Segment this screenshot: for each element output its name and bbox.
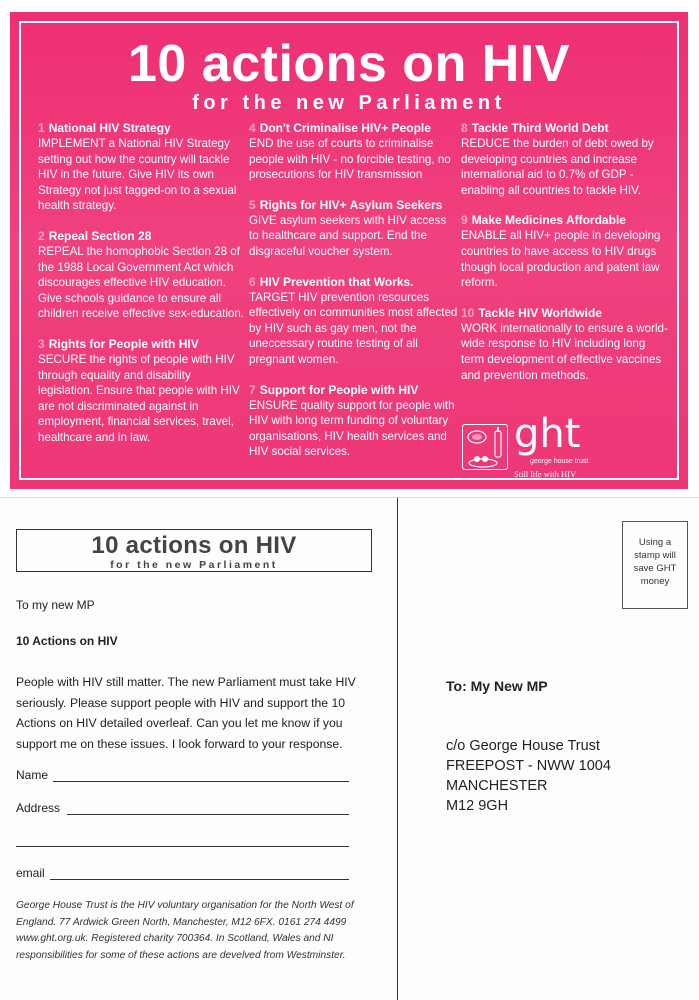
postcard-back [0, 497, 699, 1000]
address-line: M12 9GH [446, 798, 509, 814]
back-header-box [16, 529, 372, 572]
actions-column-2 [249, 120, 459, 474]
address-field[interactable] [67, 814, 349, 815]
message-body: People with HIV still matter. The new Parliament must take HIV seriously. Please support people with HIV and support the 10 Actions on HIV detailed overleaf. Can you let me know if you support me on these issues. I look forward to your response. [16, 675, 356, 751]
action-text: ENSURE quality support for people with HIV with long term funding of voluntary organisations, HIV health services and HIV social services. [249, 398, 455, 459]
action-number: 4 [249, 121, 256, 135]
action-item [249, 274, 459, 368]
email-field[interactable] [50, 879, 349, 880]
address-line: FREEPOST - NWW 1004 [446, 758, 611, 774]
action-number: 5 [249, 197, 256, 212]
action-text: TARGET HIV prevention resources effectively on communities most affected by HIV such as gay men, not the uneccessary routine testing of all pregnant women. [249, 290, 458, 366]
action-text: REPEAL the homophobic Section 28 of the 1988 Local Government Act which discourages effective HIV education. Give schools guidance to ensure all children receive effective sex-education. [38, 244, 245, 321]
action-item [461, 120, 671, 198]
stamp-box: Using a stamp will save GHT money [622, 521, 688, 609]
action-heading: Support for People with HIV [259, 382, 419, 397]
name-label: Name [16, 768, 49, 782]
action-item [461, 305, 671, 383]
action-text: REDUCE the burden of debt owed by developing countries and increase international aid to 0.7% of GDP - enabling all countries to tackle HIV. [461, 137, 654, 197]
logo-tagline: Still life with HIV [514, 469, 577, 479]
action-text: GIVE asylum seekers with HIV access to healthcare and support. End the disgraceful voucher system. [249, 213, 447, 258]
address-line: c/o George House Trust [446, 738, 600, 754]
actions-column-3 [461, 120, 671, 397]
front-subtitle: for the new Parliament [192, 92, 506, 114]
action-text: WORK internationally to ensure a world-wide response to HIV including long term development of effective vaccines and prevention methods. [461, 321, 668, 382]
charity-info: George House Trust is the HIV voluntary organisation for the North West of England. 77 Ardwick Green North, Manchester, M12 6FX. 0161 274 4499 www.ght.org.uk. Registered charity 700364. In Scotland, Wales and NI responsibilities for some of these actions are develved from Westminster. [16, 900, 354, 961]
address-field-line-2[interactable] [16, 846, 349, 847]
still-life-icon [462, 424, 508, 470]
action-number: 2 [38, 228, 45, 243]
action-item [38, 228, 248, 322]
action-heading: National HIV Strategy [48, 121, 171, 135]
action-heading: Repeal Section 28 [48, 228, 152, 243]
action-number: 3 [38, 336, 45, 351]
greeting: To my new MP [16, 598, 95, 612]
postcard-divider [397, 498, 398, 1000]
action-heading: Don't Criminalise HIV+ People [259, 121, 431, 135]
ght-logo [462, 411, 622, 482]
action-item [38, 336, 248, 446]
address-line: MANCHESTER [446, 778, 548, 794]
action-text: IMPLEMENT a National HIV Strategy setting out how the country will tackle HIV in the future. Give HIV its own Strategy not just tagged-on to a sexual health strategy. [38, 137, 237, 213]
action-heading: Rights for People with HIV [48, 336, 199, 351]
front-title: 10 actions on HIV [128, 35, 570, 93]
back-subtitle: for the new Parliament [110, 559, 278, 571]
message-heading: 10 Actions on HIV [16, 634, 118, 648]
action-text: END the use of courts to criminalise people with HIV - no forcible testing, no prosecutions for HIV transmission [249, 137, 451, 182]
action-number: 8 [461, 121, 468, 135]
postal-address [446, 736, 611, 816]
action-item [38, 120, 248, 214]
action-number: 10 [461, 305, 475, 320]
action-heading: Make Medicines Affordable [471, 213, 626, 228]
action-text: SECURE the rights of people with HIV through equality and disability legislation. Ensure that people with HIV are not discriminated against in employment, financial services, travel, healthcare and in law. [38, 352, 240, 444]
recipient: To: My New MP [446, 678, 548, 694]
action-heading: HIV Prevention that Works. [259, 274, 414, 289]
actions-column-1 [38, 120, 248, 460]
action-item [249, 120, 459, 183]
action-number: 9 [461, 213, 468, 228]
pink-panel [10, 12, 688, 489]
action-item [461, 212, 671, 290]
action-number: 7 [249, 382, 256, 397]
address-label: Address [16, 801, 61, 815]
postcard-front [0, 0, 699, 497]
action-heading: Rights for HIV+ Asylum Seekers [259, 197, 443, 212]
action-item [249, 382, 459, 460]
action-heading: Tackle Third World Debt [471, 121, 609, 135]
back-title: 10 actions on HIV [91, 532, 297, 559]
action-heading: Tackle HIV Worldwide [478, 305, 602, 320]
logo-org-name: george house trust [530, 458, 589, 465]
name-field[interactable] [53, 781, 349, 782]
email-label: email [16, 866, 45, 880]
ght-wordmark: ght [514, 411, 581, 457]
action-number: 6 [249, 274, 256, 289]
action-text: ENABLE all HIV+ people in developing countries to have access to HIV drugs though local production and patent law reform. [461, 229, 661, 290]
action-number: 1 [38, 121, 45, 135]
action-item [249, 197, 459, 260]
